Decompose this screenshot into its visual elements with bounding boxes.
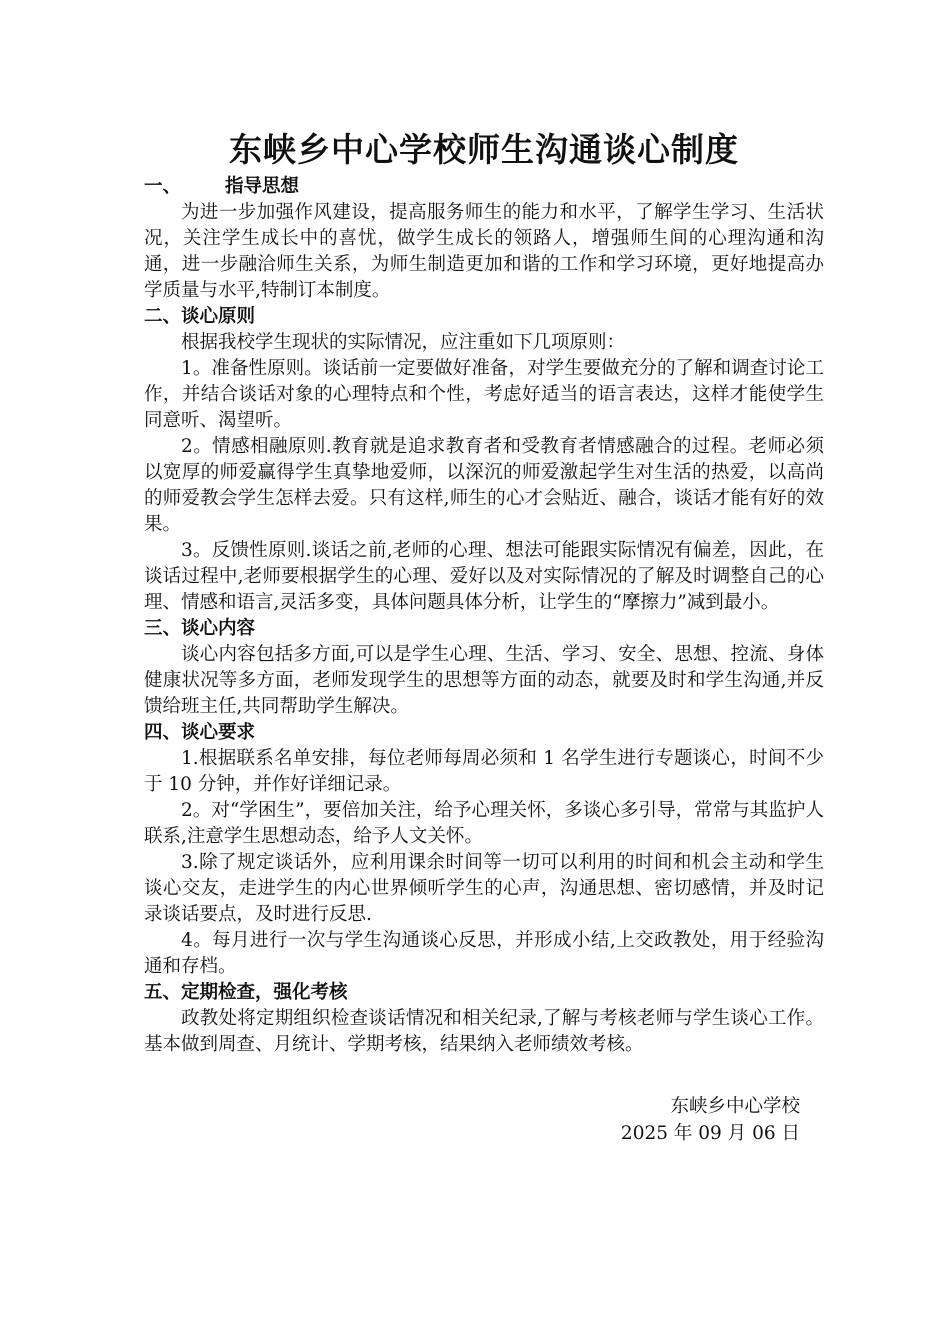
section-heading-text: 指导思想 xyxy=(225,176,300,197)
section-guiding-ideology xyxy=(144,174,824,304)
document-page xyxy=(144,128,824,1058)
signature-block xyxy=(621,1093,800,1147)
section-number: 一、 xyxy=(144,176,182,197)
paragraph: 2。情感相融原则.教育就是追求教育者和受教育者情感融合的过程。老师必须以宽厚的师爱赢得学生真挚地爱师，以深沉的师爱激起学生对生活的热爱，以高尚的师爱教会学生怎样去爱。只有这样,师生的心才会贴近、融合，谈话才能有好的效果。 xyxy=(144,436,824,535)
section-talk-principles xyxy=(144,304,824,616)
section-heading: 三、谈心内容 xyxy=(144,618,256,639)
section-periodic-inspection xyxy=(144,980,824,1058)
paragraph: 1。准备性原则。谈话前一定要做好准备，对学生要做充分的了解和调查讨论工作，并结合谈话对象的心理特点和个性，考虑好适当的语言表达，这样才能使学生同意听、渴望听。 xyxy=(144,358,824,431)
paragraph: 2。对“学困生”，要倍加关注，给予心理关怀，多谈心多引导，常常与其监护人联系,注意学生思想动态，给予人文关怀。 xyxy=(144,800,824,847)
section-heading: 二、谈心原则 xyxy=(144,306,256,327)
paragraph: 政教处将定期组织检查谈话情况和相关纪录,了解与考核老师与学生谈心工作。基本做到周查、月统计、学期考核，结果纳入老师绩效考核。 xyxy=(144,1008,824,1055)
section-heading xyxy=(144,174,824,200)
signature-org: 东峡乡中心学校 xyxy=(670,1096,800,1117)
paragraph: 3。反馈性原则.谈话之前,老师的心理、想法可能跟实际情况有偏差，因此，在谈话过程中,老师要根据学生的心理、爱好以及对实际情况的了解及时调整自己的心理、情感和语言,灵活多变，具体问题具体分析，让学生的“摩擦力”减到最小。 xyxy=(144,540,824,613)
paragraph: 4。每月进行一次与学生沟通谈心反思，并形成小结,上交政教处，用于经验沟通和存档。 xyxy=(144,930,824,977)
section-heading: 五、定期检查，强化考核 xyxy=(144,982,348,1003)
section-heading: 四、谈心要求 xyxy=(144,722,256,743)
paragraph: 根据我校学生现状的实际情况，应注重如下几项原则： xyxy=(181,332,626,353)
signature-date: 2025 年 09 月 06 日 xyxy=(620,1123,800,1144)
paragraph: 为进一步加强作风建设，提高服务师生的能力和水平，了解学生学习、生活状况，关注学生成长中的喜忧，做学生成长的领路人，增强师生间的心理沟通和沟通，进一步融洽师生关系，为师生制造更加和谐的工作和学习环境，更好地提高办学质量与水平,特制订本制度。 xyxy=(144,202,824,301)
paragraph: 1.根据联系名单安排，每位老师每周必须和 1 名学生进行专题谈心，时间不少于 10 分钟，并作好详细记录。 xyxy=(144,748,824,795)
section-talk-content xyxy=(144,616,824,720)
document-title: 东峡乡中心学校师生沟通谈心制度 xyxy=(229,130,739,169)
paragraph: 3.除了规定谈话外，应利用课余时间等一切可以利用的时间和机会主动和学生谈心交友，走进学生的内心世界倾听学生的心声，沟通思想、密切感情，并及时记录谈话要点，及时进行反思. xyxy=(144,852,824,925)
section-talk-requirements xyxy=(144,720,824,980)
paragraph: 谈心内容包括多方面,可以是学生心理、生活、学习、安全、思想、控流、身体健康状况等多方面，老师发现学生的思想等方面的动态，就要及时和学生沟通,并反馈给班主任,共同帮助学生解决。 xyxy=(144,644,824,717)
